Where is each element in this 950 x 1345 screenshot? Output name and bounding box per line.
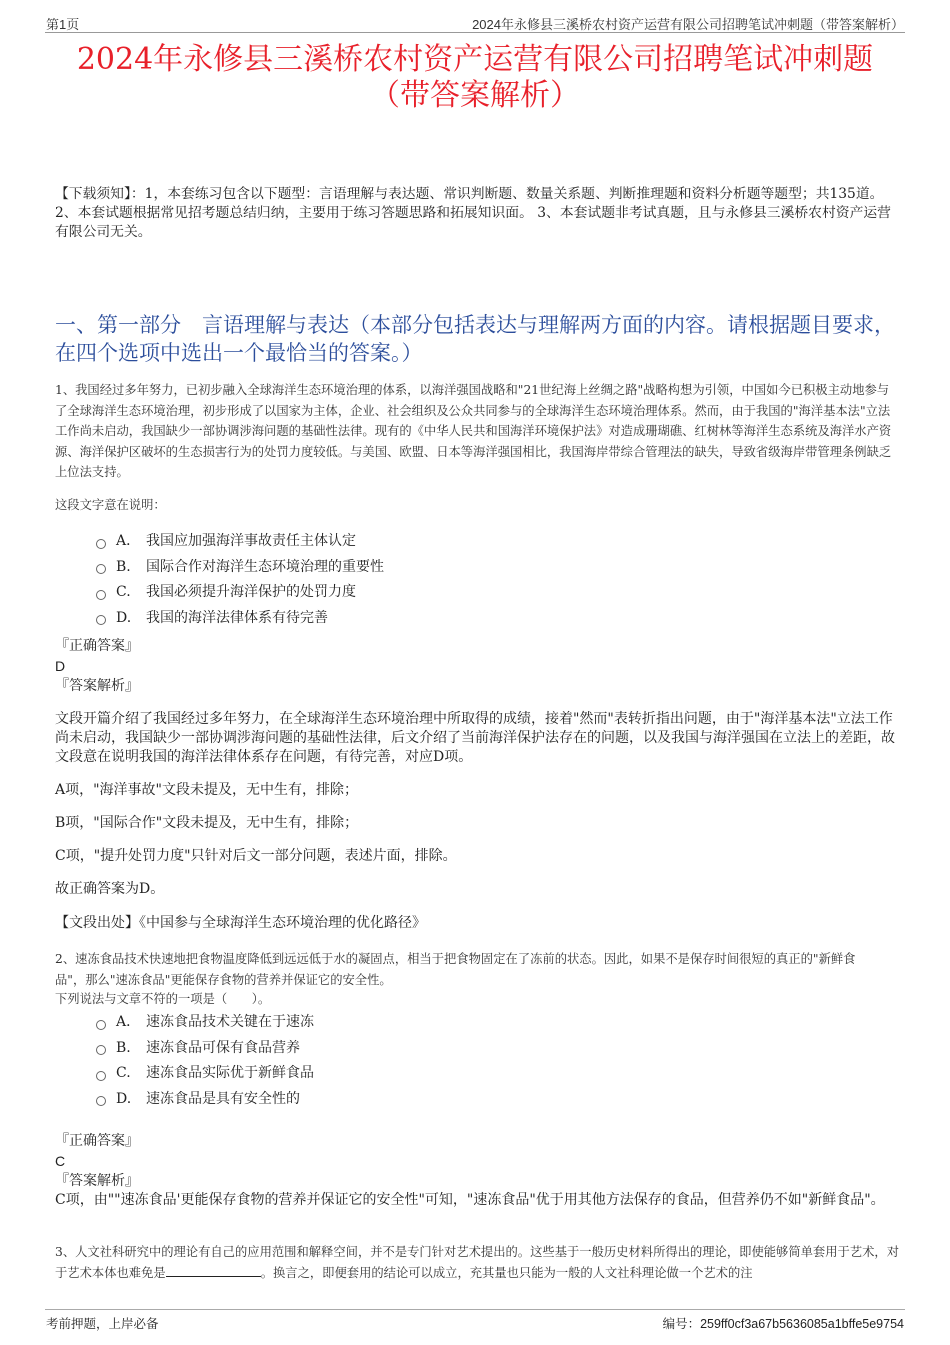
q3-stem: 3、人文社科研究中的理论有自己的应用范围和解释空间，并不是专门针对艺术提出的。这些基于一般历史材料所得出的理论，即使能够简单套用于艺术，对于艺术本体也难免是 。换言之，即便套用的结论可以成立，充其量也只能为一般的人文社科理论做一个艺术的注 xyxy=(55,1245,900,1280)
radio-icon[interactable] xyxy=(96,1096,106,1106)
q2-option-a[interactable]: A． 速冻食品技术关键在于速冻 xyxy=(96,1010,314,1036)
header-divider xyxy=(45,32,905,33)
title-line-2: （带答案解析） xyxy=(370,78,580,113)
q2-analysis: C项，由""速冻食品'更能保存食物的营养并保证它的安全性"可知，"速冻食品"优于用其他方法保存的食品，但营养仍不如"新鲜食品"。 xyxy=(55,1192,885,1208)
q1-answer-block xyxy=(55,636,900,696)
analysis-label: 『答案解析』 xyxy=(55,678,139,694)
q1-option-d[interactable]: D. 我国的海洋法律体系有待完善 xyxy=(96,606,384,632)
radio-icon[interactable] xyxy=(96,1071,106,1081)
radio-icon[interactable] xyxy=(96,539,106,549)
q1-analysis: 文段开篇介绍了我国经过多年努力，在全球海洋生态环境治理中所取得的成绩，接着"然而"表转折指出问题，由于"海洋基本法"立法工作尚未启动，我国缺少一部协调涉海问题的基础性法律，后文介绍了当前海洋保护法存在的问题，以及我国与海洋强国在立法上的差距，故文段意在说明我国的海洋法律体系存在问题，有待完善，对应D项。 xyxy=(55,711,895,765)
q1-stem: 1、我国经过多年努力，已初步融入全球海洋生态环境治理的体系，以海洋强国战略和"21世纪海上丝绸之路"战略构想为引领，中国如今已积极主动地参与了全球海洋生态环境治理，初步形成了以国家为主体，企业、社会组织及公众共同参与的全球海洋生态环境治理体系。然而，由于我国的"海洋基本法"立法工作尚未启动，我国缺少一部协调涉海问题的基础性法律。现有的《中华人民共和国海洋环境保护法》对造成珊瑚礁、红树林等海洋生态系统及海洋水产资源、海洋保护区破坏的生态损害行为的处罚力度较低。与美国、欧盟、日本等海洋强国相比，我国海岸带综合管理法的缺失，导致省级海岸带管理条例缺乏上位法支持。 xyxy=(55,383,892,479)
answer-value: C xyxy=(55,1153,66,1169)
title-line-1: 2024年永修县三溪桥农村资产运营有限公司招聘笔试冲刺题 xyxy=(76,42,874,77)
q1-options xyxy=(96,529,384,631)
q2-answer-block xyxy=(55,1131,900,1210)
radio-icon[interactable] xyxy=(96,615,106,625)
q1-source: 【文段出处】《中国参与全球海洋生态环境治理的优化路径》 xyxy=(55,915,426,931)
q1-prompt: 这段文字意在说明： xyxy=(55,498,166,512)
q2-option-d[interactable]: D. 速冻食品是具有安全性的 xyxy=(96,1087,314,1113)
q2-stem: 2、速冻食品技术快速地把食物温度降低到远远低于水的凝固点，相当于把食物固定在了冻前的状态。因此，如果不是保存时间很短的真正的"新鲜食品"，那么"速冻食品"更能保存食物的营养并保证它的安全性。 xyxy=(55,952,856,987)
analysis-label: 『答案解析』 xyxy=(55,1173,139,1189)
q1-option-c[interactable]: C. 我国必须提升海洋保护的处罚力度 xyxy=(96,580,384,606)
radio-icon[interactable] xyxy=(96,1020,106,1030)
radio-icon[interactable] xyxy=(96,590,106,600)
page-number: 第1页 xyxy=(46,17,80,32)
q2-option-b[interactable]: B. 速冻食品可保有食品营养 xyxy=(96,1036,314,1062)
q1-conclusion: 故正确答案为D。 xyxy=(55,881,165,897)
q1-note-b: B项，"国际合作"文段未提及，无中生有，排除； xyxy=(55,815,359,831)
q1-note-c: C项，"提升处罚力度"只针对后文一部分问题，表述片面，排除。 xyxy=(55,848,457,864)
answer-label: 『正确答案』 xyxy=(55,638,139,654)
radio-icon[interactable] xyxy=(96,1045,106,1055)
section-heading: 一、第一部分 言语理解与表达（本部分包括表达与理解两方面的内容。请根据题目要求，在四个选项中选出一个最恰当的答案。） xyxy=(55,313,895,365)
q2-option-c[interactable]: C. 速冻食品实际优于新鲜食品 xyxy=(96,1061,314,1087)
header-doc-title: 2024年永修县三溪桥农村资产运营有限公司招聘笔试冲刺题（带答案解析） xyxy=(472,17,904,32)
answer-label: 『正确答案』 xyxy=(55,1133,139,1149)
download-notice: 【下载须知】：1，本套练习包含以下题型：言语理解与表达题、常识判断题、数量关系题、判断推理题和资料分析题等题型；共135道。 2、本套试题根据常见招考题总结归纳，主要用于练习答题思路和拓展知识面。 3、本套试题非考试真题，且与永修县三溪桥农村资产运营有限公司无关。 xyxy=(55,186,891,240)
q2-prompt: 下列说法与文章不符的一项是（ ）。 xyxy=(55,992,271,1006)
footer-doc-id: 编号：259ff0cf3a67b5636085a1bffe5e9754 xyxy=(662,1317,904,1331)
q1-note-a: A项，"海洋事故"文段未提及，无中生有，排除； xyxy=(55,782,358,798)
q2-options xyxy=(96,1010,314,1112)
radio-icon[interactable] xyxy=(96,564,106,574)
footer-slogan: 考前押题，上岸必备 xyxy=(46,1317,159,1331)
q1-option-b[interactable]: B. 国际合作对海洋生态环境治理的重要性 xyxy=(96,555,384,581)
q1-option-a[interactable]: A． 我国应加强海洋事故责任主体认定 xyxy=(96,529,384,555)
footer-divider xyxy=(45,1309,905,1310)
answer-value: D xyxy=(55,658,66,674)
page-title xyxy=(40,42,910,114)
fill-blank xyxy=(166,1264,261,1277)
